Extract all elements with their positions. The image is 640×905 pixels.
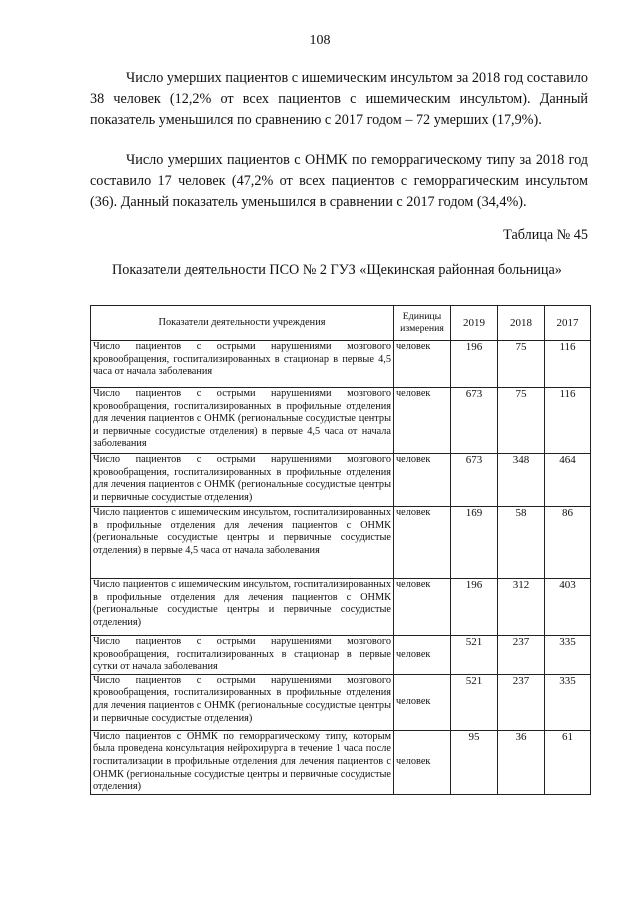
unit-cell: человек (394, 454, 451, 507)
table-number: Таблица № 45 (503, 227, 588, 243)
value-2019-cell: 196 (451, 579, 498, 636)
indicator-cell: Число пациентов с ОНМК по геморрагическому типу, которым была проведена консультация нейрохирурга в течение 1 часа после госпитализации в профильные отделения для лечения пациентов с ОНМК (региональные сосудистые центры и первичные сосудистые отделения) (91, 730, 394, 794)
value-2018-cell: 237 (498, 674, 545, 730)
table-row (91, 636, 591, 675)
table-row (91, 341, 591, 388)
paragraph-hemorrhagic-deaths: Число умерших пациентов с ОНМК по геморрагическому типу за 2018 год составило 17 человек (47,2% от всех пациентов с геморрагическим инсультом (36). Данный показатель уменьшился в сравнении с 2017 годом (34,4%). (90, 152, 588, 210)
value-2018-cell: 36 (498, 730, 545, 794)
value-2019-cell: 196 (451, 341, 498, 388)
value-2018-cell: 237 (498, 636, 545, 675)
page-number: 108 (309, 33, 331, 48)
value-2017-cell: 335 (545, 636, 591, 675)
unit-cell: человек (394, 674, 451, 730)
indicator-cell: Число пациентов с острыми нарушениями мозгового кровообращения, госпитализированных в профильные отделения для лечения пациентов с ОНМК (региональные сосудистые центры и первичные сосудистые отделения) в первые 4,5 часа от начала заболевания (91, 388, 394, 454)
indicator-cell: Число пациентов с острыми нарушениями мозгового кровообращения, госпитализированных в стационар в первые 4,5 часа от начала заболевания (91, 341, 394, 388)
value-2018-cell: 312 (498, 579, 545, 636)
table-row (91, 388, 591, 454)
header-indicator: Показатели деятельности учреждения (91, 306, 394, 341)
value-2019-cell: 169 (451, 507, 498, 579)
indicators-table (90, 305, 591, 795)
indicator-cell: Число пациентов с ишемическим инсультом, госпитализированных в профильные отделения для лечения пациентов с ОНМК (региональные сосудистые центры и первичные сосудистые отделения) (91, 579, 394, 636)
value-2017-cell: 464 (545, 454, 591, 507)
indicator-cell: Число пациентов с ишемическим инсультом, госпитализированных в профильные отделения для лечения пациентов с ОНМК (региональные сосудистые центры и первичные сосудистые отделения) в первые 4,5 часа от начала заболевания (91, 507, 394, 579)
table-row (91, 507, 591, 579)
value-2019-cell: 673 (451, 454, 498, 507)
unit-cell: человек (394, 341, 451, 388)
header-units: Единицы измерения (394, 306, 451, 341)
indicator-cell: Число пациентов с острыми нарушениями мозгового кровообращения, госпитализированных в профильные отделения для лечения пациентов с ОНМК (региональные сосудистые центры и первичные сосудистые отделения) (91, 674, 394, 730)
unit-cell: человек (394, 388, 451, 454)
value-2017-cell: 61 (545, 730, 591, 794)
table-row (91, 730, 591, 794)
value-2017-cell: 403 (545, 579, 591, 636)
value-2019-cell: 95 (451, 730, 498, 794)
unit-cell: человек (394, 507, 451, 579)
paragraph-ischemic-deaths: Число умерших пациентов с ишемическим инсультом за 2018 год составило 38 человек (12,2% от всех пациентов с ишемическим инсультом). Данный показатель уменьшился по сравнению с 2017 годом – 72 умерших (17,9%). (90, 70, 588, 128)
unit-cell: человек (394, 636, 451, 675)
value-2018-cell: 75 (498, 388, 545, 454)
table-row (91, 674, 591, 730)
indicator-cell: Число пациентов с острыми нарушениями мозгового кровообращения, госпитализированных в стационар в первые сутки от начала заболевания (91, 636, 394, 675)
value-2017-cell: 116 (545, 388, 591, 454)
value-2017-cell: 116 (545, 341, 591, 388)
header-2018: 2018 (498, 306, 545, 341)
value-2018-cell: 58 (498, 507, 545, 579)
table-header-row (91, 306, 591, 341)
table-title: Показатели деятельности ПСО № 2 ГУЗ «Щекинская районная больница» (112, 262, 562, 278)
value-2019-cell: 521 (451, 636, 498, 675)
value-2019-cell: 521 (451, 674, 498, 730)
unit-cell: человек (394, 579, 451, 636)
table-row (91, 579, 591, 636)
unit-cell: человек (394, 730, 451, 794)
indicator-cell: Число пациентов с острыми нарушениями мозгового кровообращения, госпитализированных в профильные отделения для лечения пациентов с ОНМК (региональные сосудистые центры и первичные сосудистые отделения) (91, 454, 394, 507)
value-2018-cell: 348 (498, 454, 545, 507)
value-2018-cell: 75 (498, 341, 545, 388)
table-row (91, 454, 591, 507)
value-2019-cell: 673 (451, 388, 498, 454)
header-2019: 2019 (451, 306, 498, 341)
value-2017-cell: 335 (545, 674, 591, 730)
header-2017: 2017 (545, 306, 591, 341)
value-2017-cell: 86 (545, 507, 591, 579)
